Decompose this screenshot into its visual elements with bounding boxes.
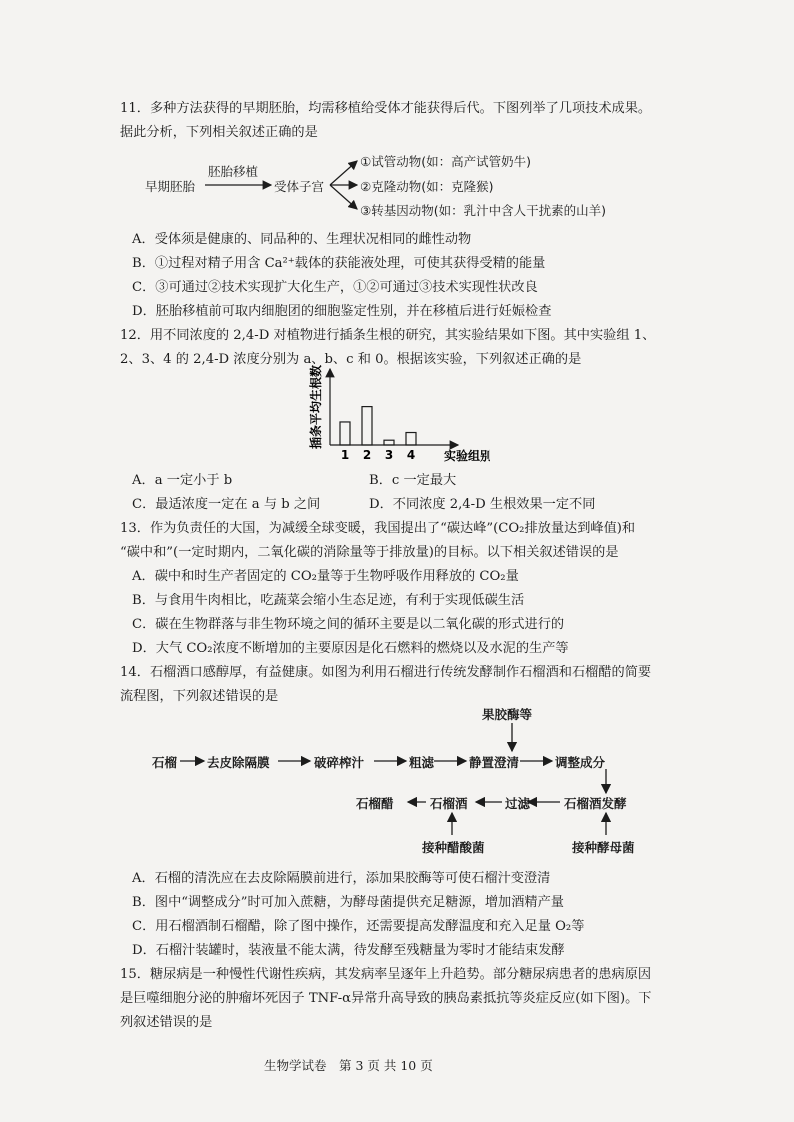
bar-group-4 [406,433,416,445]
q13-option-b: B．与食用牛肉相比，吃蔬菜会缩小生态足迹，有利于实现低碳生活 [132,593,525,608]
q11-option-a: A．受体须是健康的、同品种的、生理状况相同的雌性动物 [132,232,472,247]
q14-stem-line1: 14．石榴酒口感醇厚，有益健康。如图为利用石榴进行传统发酵制作石榴酒和石榴醋的简要 [120,665,652,680]
x-tick-label-1: 1 [340,448,350,462]
x-tick-label-4: 4 [406,448,416,462]
flow-node-wine: 石榴酒 [430,796,468,811]
x-axis-label: 实验组别 [444,449,490,463]
y-axis-label: 插条平均生根数 [309,365,323,450]
q11-stem-line2: 据此分析，下列相关叙述正确的是 [120,125,318,140]
branch-arrow-3 [330,185,357,209]
flow-node-filter: 粗滤 [409,755,435,770]
q12-option-a: A．a 一定小于 b [132,473,233,488]
flow-node-pomegranate: 石榴 [152,755,178,770]
flow-node-adjust: 调整成分 [555,755,606,770]
q11-start-label: 早期胚胎 [145,179,196,194]
q13-option-c: C．碳在生物群落与非生物环境之间的循环主要是以二氧化碳的形式进行的 [132,617,565,632]
q12-option-d: D．不同浓度 2,4-D 生根效果一定不同 [369,497,596,512]
q11-diagram [145,148,705,218]
q11-arrow-label: 胚胎移植 [208,164,259,179]
q11-option-d: D．胚胎移植前可取内细胞团的细胞鉴定性别，并在移植后进行妊娠检查 [132,304,552,319]
q14-option-a: A．石榴的清洗应在去皮除隔膜前进行，添加果胶酶等可使石榴汁变澄清 [132,871,551,886]
flow-node-vinegar: 石榴醋 [356,796,394,811]
q11-option-c: C．③可通过②技术实现扩大化生产，①②可通过③技术实现性状改良 [132,280,538,295]
q11-option-b: B．①过程对精子用含 Ca²⁺载体的获能液处理，可使其获得受精的能量 [132,256,546,271]
flow-node-peel: 去皮除隔膜 [207,755,270,770]
bar-group-2 [362,407,372,445]
flow-node-wine-ferment: 石榴酒发酵 [564,796,627,811]
q12-stem-line2: 2、3、4 的 2,4-D 浓度分别为 a、b、c 和 0。根据该实验，下列叙述正确的是 [120,352,582,367]
flow-node-settle: 静置澄清 [469,755,520,770]
bar-group-1 [340,422,350,445]
q13-option-a: A．碳中和时生产者固定的 CO₂量等于生物呼吸作用释放的 CO₂量 [132,569,519,584]
q12-bar-chart-svg [300,365,490,470]
bar-group-3 [384,440,394,445]
q13-stem-line2: “碳中和”(一定时期内，二氧化碳的消除量等于排放量)的目标。以下相关叙述错误的是 [120,545,619,560]
q15-stem-line1: 15．糖尿病是一种慢性代谢性疾病，其发病率呈逐年上升趋势。部分糖尿病患者的患病原因 [120,967,652,982]
page-footer: 生物学试卷 第 3 页 共 10 页 [264,1058,433,1073]
q14-option-d: D．石榴汁装罐时，装液量不能太满，待发酵至残糖量为零时才能结束发酵 [132,943,565,958]
flow-node-acetic: 接种醋酸菌 [422,840,485,855]
q11-outcome-3: ③转基因动物(如：乳汁中含人干扰素的山羊) [360,203,606,218]
q13-option-d: D．大气 CO₂浓度不断增加的主要原因是化石燃料的燃烧以及水泥的生产等 [132,641,569,656]
q11-outcome-1: ①试管动物(如：高产试管奶牛) [360,154,531,169]
q12-option-b: B．c 一定最大 [369,473,457,488]
q11-mid-label: 受体子宫 [274,179,325,194]
q15-stem-line3: 列叙述错误的是 [120,1015,213,1030]
q14-option-b: B．图中“调整成分”时可加入蔗糖，为酵母菌提供充足糖源，增加酒精产量 [132,895,564,910]
x-tick-label-2: 2 [362,448,372,462]
flow-node-yeast: 接种酵母菌 [572,840,635,855]
q12-option-c: C．最适浓度一定在 a 与 b 之间 [132,497,321,512]
flow-top-input: 果胶酶等 [482,707,533,722]
q12-bar-chart [300,365,490,470]
q15-stem-line2: 是巨噬细胞分泌的肿瘤坏死因子 TNF-α异常升高导致的胰岛素抵抗等炎症反应(如下图)。下 [120,991,652,1006]
q11-outcome-2: ②克隆动物(如：克隆猴) [360,179,494,194]
q11-stem-line1: 11．多种方法获得的早期胚胎，均需移植给受体才能获得后代。下图列举了几项技术成果。 [120,101,652,116]
q12-stem-line1: 12．用不同浓度的 2,4-D 对植物进行插条生根的研究，其实验结果如下图。其中实验组 1、 [120,328,656,343]
flow-node-crush: 破碎榨汁 [314,755,365,770]
branch-arrow-1 [330,161,357,185]
q13-stem-line1: 13．作为负责任的大国，为减缓全球变暖，我国提出了“碳达峰”(CO₂排放量达到峰值)和 [120,521,636,536]
q14-option-c: C．用石榴酒制石榴醋，除了图中操作，还需要提高发酵温度和充入足量 O₂等 [132,919,585,934]
q14-stem-line2: 流程图，下列叙述错误的是 [120,689,279,704]
q14-flow-diagram [150,705,670,865]
x-tick-label-3: 3 [384,448,394,462]
flow-node-filtering: 过滤 [505,796,531,811]
